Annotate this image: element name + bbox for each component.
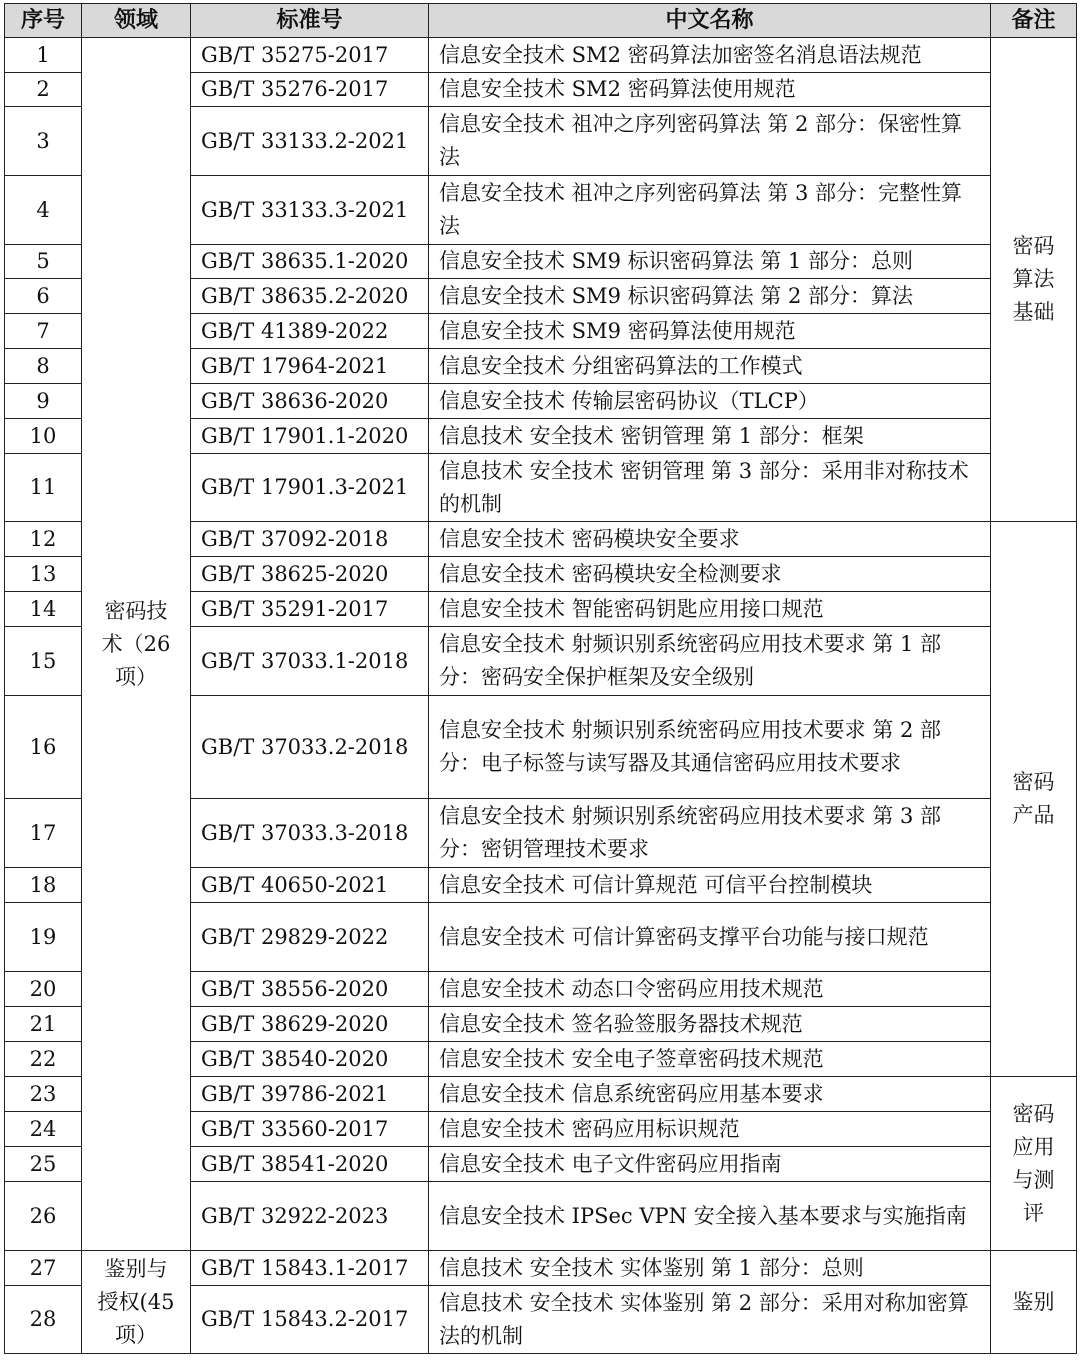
- standard-name: 信息安全技术 射频识别系统密码应用技术要求 第 1 部分：密码安全保护框架及安全级别: [429, 627, 991, 696]
- header-domain: 领域: [82, 4, 191, 38]
- standard-name: 信息安全技术 射频识别系统密码应用技术要求 第 3 部分：密钥管理技术要求: [429, 799, 991, 868]
- domain-crypto-tech: 密码技 术（26 项）: [82, 38, 191, 1251]
- table-row: [5, 38, 1077, 73]
- standard-name: 信息安全技术 SM2 密码算法加密签名消息语法规范: [429, 38, 991, 73]
- standard-name: 信息安全技术 密码模块安全检测要求: [429, 557, 991, 592]
- header-name: 中文名称: [429, 4, 991, 38]
- standard-name: 信息安全技术 SM9 密码算法使用规范: [429, 314, 991, 349]
- standard-code: GB/T 17901.1-2020: [191, 419, 429, 454]
- standard-code: GB/T 33133.3-2021: [191, 176, 429, 245]
- row-number: 11: [5, 454, 82, 522]
- standard-name: 信息安全技术 智能密码钥匙应用接口规范: [429, 592, 991, 627]
- row-number: 2: [5, 73, 82, 107]
- standard-name: 信息安全技术 信息系统密码应用基本要求: [429, 1077, 991, 1112]
- standard-code: GB/T 39786-2021: [191, 1077, 429, 1112]
- standard-code: GB/T 37033.2-2018: [191, 696, 429, 799]
- standard-name: 信息安全技术 传输层密码协议（TLCP）: [429, 384, 991, 419]
- row-number: 19: [5, 903, 82, 972]
- standard-code: GB/T 38635.1-2020: [191, 245, 429, 279]
- standard-name: 信息技术 安全技术 实体鉴别 第 1 部分：总则: [429, 1251, 991, 1286]
- standard-code: GB/T 38540-2020: [191, 1042, 429, 1077]
- standard-code: GB/T 41389-2022: [191, 314, 429, 349]
- standard-code: GB/T 33133.2-2021: [191, 107, 429, 176]
- standard-name: 信息安全技术 IPSec VPN 安全接入基本要求与实施指南: [429, 1182, 991, 1251]
- row-number: 1: [5, 38, 82, 73]
- standard-code: GB/T 35276-2017: [191, 73, 429, 107]
- row-number: 9: [5, 384, 82, 419]
- row-number: 5: [5, 245, 82, 279]
- row-number: 10: [5, 419, 82, 454]
- row-number: 7: [5, 314, 82, 349]
- row-number: 16: [5, 696, 82, 799]
- note-algo-basis: 密码 算法 基础: [991, 38, 1077, 522]
- standard-code: GB/T 15843.2-2017: [191, 1286, 429, 1354]
- standard-name: 信息安全技术 射频识别系统密码应用技术要求 第 2 部分：电子标签与读写器及其通信密码应用技术要求: [429, 696, 991, 799]
- standard-name: 信息安全技术 签名验签服务器技术规范: [429, 1007, 991, 1042]
- header-code: 标准号: [191, 4, 429, 38]
- row-number: 3: [5, 107, 82, 176]
- standard-code: GB/T 29829-2022: [191, 903, 429, 972]
- standard-name: 信息安全技术 分组密码算法的工作模式: [429, 349, 991, 384]
- row-number: 15: [5, 627, 82, 696]
- domain-auth: 鉴别与 授权(45 项）: [82, 1251, 191, 1354]
- standard-code: GB/T 33560-2017: [191, 1112, 429, 1147]
- standard-code: GB/T 38541-2020: [191, 1147, 429, 1182]
- row-number: 4: [5, 176, 82, 245]
- standards-table: [4, 3, 1077, 1354]
- row-number: 6: [5, 279, 82, 314]
- standard-code: GB/T 38629-2020: [191, 1007, 429, 1042]
- standard-name: 信息安全技术 动态口令密码应用技术规范: [429, 972, 991, 1007]
- header-seq: 序号: [5, 4, 82, 38]
- row-number: 13: [5, 557, 82, 592]
- row-number: 14: [5, 592, 82, 627]
- standard-code: GB/T 38636-2020: [191, 384, 429, 419]
- standard-code: GB/T 35275-2017: [191, 38, 429, 73]
- standard-name: 信息技术 安全技术 密钥管理 第 1 部分：框架: [429, 419, 991, 454]
- standard-name: 信息安全技术 可信计算规范 可信平台控制模块: [429, 868, 991, 903]
- standard-name: 信息安全技术 可信计算密码支撑平台功能与接口规范: [429, 903, 991, 972]
- standard-code: GB/T 17901.3-2021: [191, 454, 429, 522]
- row-number: 22: [5, 1042, 82, 1077]
- row-number: 12: [5, 522, 82, 557]
- standard-name: 信息安全技术 祖冲之序列密码算法 第 3 部分：完整性算法: [429, 176, 991, 245]
- header-note: 备注: [991, 4, 1077, 38]
- standard-name: 信息安全技术 密码模块安全要求: [429, 522, 991, 557]
- standard-code: GB/T 37092-2018: [191, 522, 429, 557]
- standard-code: GB/T 17964-2021: [191, 349, 429, 384]
- standard-name: 信息安全技术 安全电子签章密码技术规范: [429, 1042, 991, 1077]
- standard-code: GB/T 38625-2020: [191, 557, 429, 592]
- standard-name: 信息安全技术 祖冲之序列密码算法 第 2 部分：保密性算法: [429, 107, 991, 176]
- standard-name: 信息安全技术 SM9 标识密码算法 第 2 部分：算法: [429, 279, 991, 314]
- standard-name: 信息安全技术 SM2 密码算法使用规范: [429, 73, 991, 107]
- standard-code: GB/T 40650-2021: [191, 868, 429, 903]
- row-number: 23: [5, 1077, 82, 1112]
- row-number: 18: [5, 868, 82, 903]
- row-number: 8: [5, 349, 82, 384]
- standard-name: 信息安全技术 SM9 标识密码算法 第 1 部分：总则: [429, 245, 991, 279]
- table-row: [5, 1251, 1077, 1286]
- row-number: 25: [5, 1147, 82, 1182]
- standard-code: GB/T 38556-2020: [191, 972, 429, 1007]
- standard-name: 信息安全技术 电子文件密码应用指南: [429, 1147, 991, 1182]
- row-number: 20: [5, 972, 82, 1007]
- standard-name: 信息安全技术 密码应用标识规范: [429, 1112, 991, 1147]
- standard-code: GB/T 38635.2-2020: [191, 279, 429, 314]
- standard-code: GB/T 15843.1-2017: [191, 1251, 429, 1286]
- row-number: 21: [5, 1007, 82, 1042]
- header-row: [5, 4, 1077, 38]
- note-application: 密码 应用 与测 评: [991, 1077, 1077, 1251]
- note-auth: 鉴别: [991, 1251, 1077, 1354]
- row-number: 27: [5, 1251, 82, 1286]
- note-product: 密码 产品: [991, 522, 1077, 1077]
- standard-code: GB/T 32922-2023: [191, 1182, 429, 1251]
- standard-code: GB/T 35291-2017: [191, 592, 429, 627]
- standard-name: 信息技术 安全技术 实体鉴别 第 2 部分：采用对称加密算法的机制: [429, 1286, 991, 1354]
- row-number: 24: [5, 1112, 82, 1147]
- row-number: 26: [5, 1182, 82, 1251]
- row-number: 17: [5, 799, 82, 868]
- standard-code: GB/T 37033.3-2018: [191, 799, 429, 868]
- row-number: 28: [5, 1286, 82, 1354]
- standard-code: GB/T 37033.1-2018: [191, 627, 429, 696]
- standard-name: 信息技术 安全技术 密钥管理 第 3 部分：采用非对称技术的机制: [429, 454, 991, 522]
